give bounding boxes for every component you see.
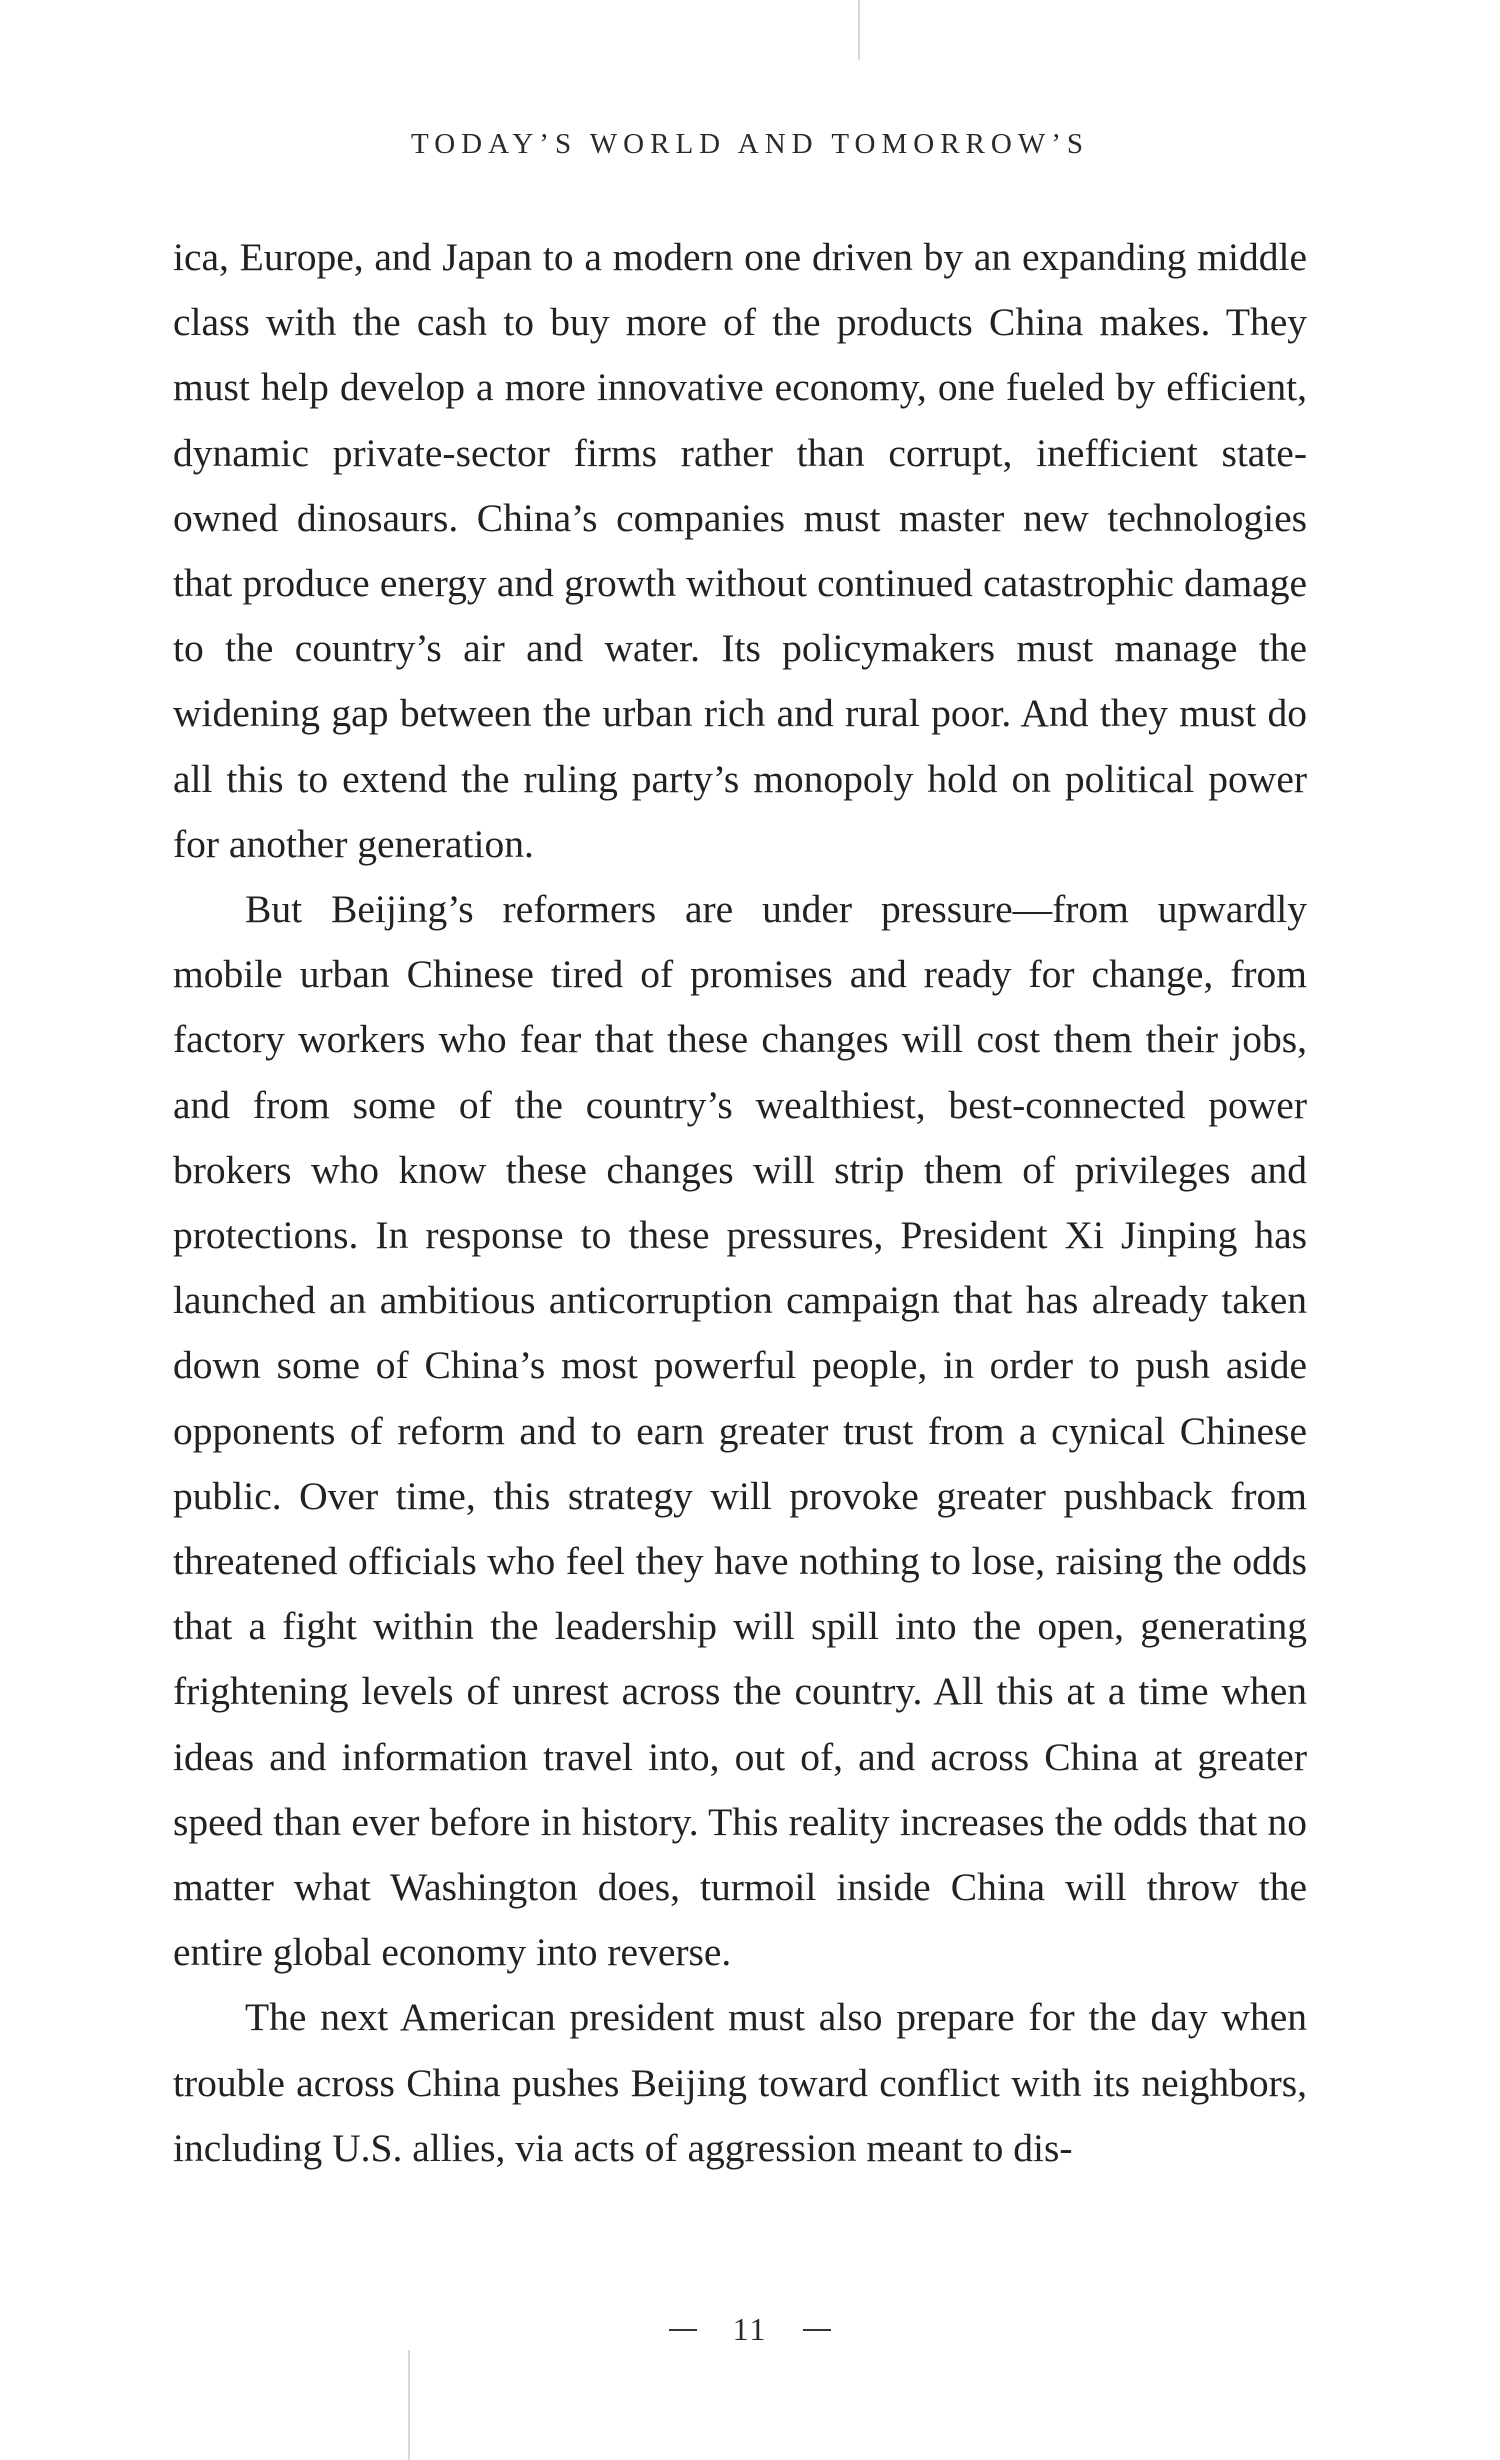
scan-artifact-bottom (408, 2350, 410, 2460)
page-number: 11 (732, 2311, 768, 2348)
folio-dash-right (803, 2329, 831, 2331)
page-footer (0, 2308, 1500, 2348)
scan-artifact-top (858, 0, 860, 60)
paragraph-1: ica, Europe, and Japan to a modern one driven by an expanding middle class with the cash to buy more of the products China makes. They must help develop a more innovative economy, one fueled by efficient, dynamic private-sector firms rather than corrupt, inefficient state-owned dinosaurs. China’s companies must master new technologies that produce energy and growth without continued catastrophic damage to the country’s air and water. Its policymakers must manage the widening gap between the urban rich and rural poor. And they must do all this to extend the ruling party’s monopoly hold on political power for another generation. (173, 235, 1307, 866)
folio-dash-left (669, 2329, 697, 2331)
paragraph-3: The next American president must also prepare for the day when trouble across China pushes Beijing toward conflict with its neighbors, including U.S. allies, via acts of aggression meant to dis- (173, 1995, 1307, 2170)
body-text (173, 225, 1307, 2181)
paragraph-2: But Beijing’s reformers are under pressure—from upwardly mobile urban Chinese tired of promises and ready for change, from factory workers who fear that these changes will cost them their jobs, and from some of the country’s wealthiest, best-connected power brokers who know these changes will strip them of privileges and protections. In response to these pressures, President Xi Jinping has launched an ambitious anticorruption campaign that has already taken down some of China’s most powerful people, in order to push aside opponents of reform and to earn greater trust from a cynical Chinese public. Over time, this strategy will provoke greater pushback from threatened officials who feel they have nothing to lose, raising the odds that a fight within the leadership will spill into the open, generating frightening levels of unrest across the country. All this at a time when ideas and information travel into, out of, and across China at greater speed than ever before in history. This reality increases the odds that no matter what Washington does, turmoil inside China will throw the entire global economy into reverse. (173, 887, 1307, 1975)
running-head: TODAY’S WORLD AND TOMORROW’S (411, 128, 1089, 160)
